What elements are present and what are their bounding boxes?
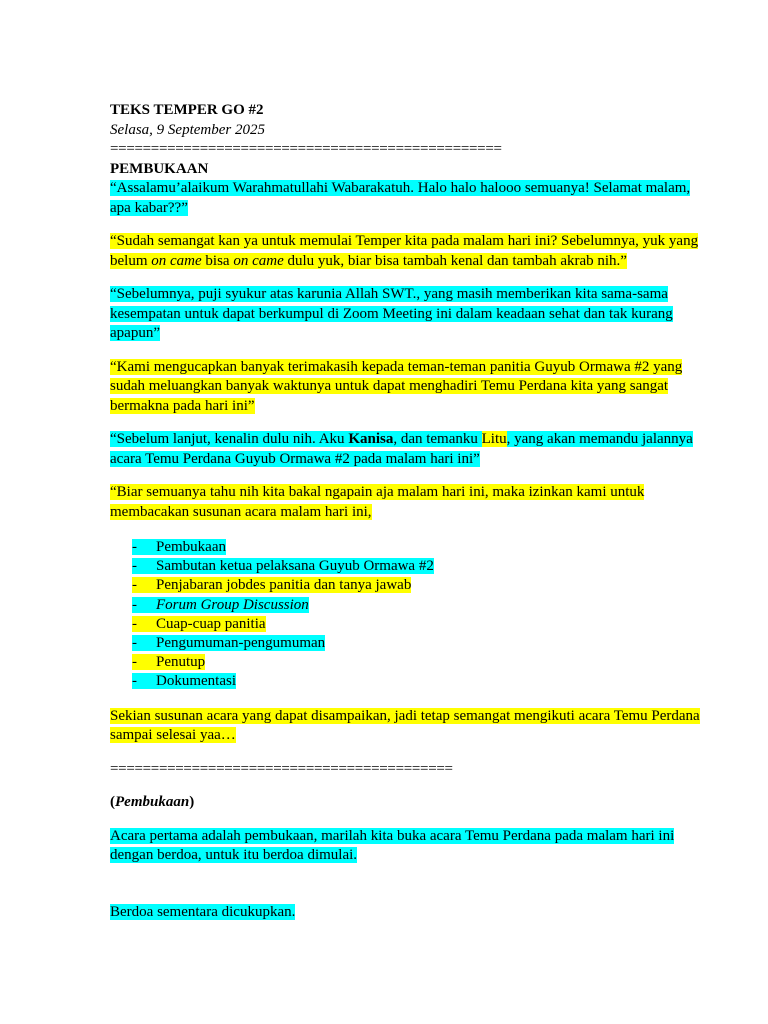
paragraph-thanks (110, 358, 700, 417)
section2-heading-text: Pembukaan (115, 794, 190, 811)
list-item-text: Penjabaran jobdes panitia dan tanya jawab (156, 577, 412, 594)
list-item-text: Penutup (156, 654, 206, 671)
list-dash: - (132, 673, 137, 690)
intro-name-litu: Litu (481, 431, 507, 447)
on-cam-italic-1: on came (151, 252, 202, 269)
paragraph-prayer-start (110, 827, 700, 866)
paren-close: ) (189, 794, 195, 811)
on-cam-text-c: bisa (201, 252, 234, 269)
list-item (132, 538, 700, 557)
intro-text-a: “Sebelum lanjut, kenalin dulu nih. Aku (110, 431, 349, 447)
greeting-text: “Assalamu’alaikum Warahmatullahi Wabarakatuh. Halo halo halooo semuanya! Selamat malam, apa kabar??” (110, 180, 691, 216)
list-item-text: Forum Group Discussion (156, 596, 309, 613)
agenda-closing-text: Sekian susunan acara yang dapat disampaikan, jadi tetap semangat mengikuti acara Temu Perdana sampai selesai yaa… (110, 707, 700, 744)
list-item-text: Pengumuman-pengumuman (156, 635, 326, 652)
list-item-text: Dokumentasi (156, 673, 236, 690)
paragraph-agenda-intro (110, 483, 700, 522)
paragraph-introduction (110, 430, 700, 469)
paragraph-greeting (110, 179, 700, 218)
document-title: TEKS TEMPER GO #2 (110, 102, 264, 118)
paragraph-on-cam (110, 232, 700, 271)
agenda-intro-text: “Biar semuanya tahu nih kita bakal ngapain aja malam hari ini, maka izinkan kami untuk membacakan susunan acara malam hari ini, (110, 484, 645, 520)
on-cam-text-a: “Sudah semangat kan ya untuk memulai Temper kita pada malam hari ini? Sebelumnya, yuk yang belum (110, 233, 699, 269)
spacer (110, 866, 700, 903)
list-dash: - (132, 635, 137, 652)
list-item-text: Sambutan ketua pelaksana Guyub Ormawa #2 (156, 558, 434, 575)
list-item (132, 596, 700, 615)
intro-name-kanisa: Kanisa (348, 431, 394, 447)
list-dash: - (132, 654, 137, 671)
list-item-text: Cuap-cuap panitia (156, 615, 266, 632)
list-item (132, 557, 700, 576)
on-cam-text (110, 233, 698, 269)
on-cam-italic-2: on came (233, 252, 284, 269)
agenda-list (110, 538, 700, 692)
document-body (110, 101, 700, 936)
paren-open: ( (110, 794, 115, 811)
document-date: Selasa, 9 September 2025 (110, 121, 265, 138)
on-cam-text-e: dulu yuk, biar bisa tambah kenal dan tambah akrab nih.” (283, 252, 627, 269)
list-item (132, 615, 700, 634)
paragraph-prayer-end (110, 903, 700, 923)
list-item-text: Pembukaan (156, 539, 226, 555)
prayer-end-text: Berdoa sementara dicukupkan. (110, 903, 296, 920)
list-dash: - (132, 615, 137, 632)
section-heading-pembukaan-2 (110, 793, 700, 813)
list-item (132, 634, 700, 653)
gratitude-text: “Sebelumnya, puji syukur atas karunia Allah SWT., yang masih memberikan kita sama-sama kesempatan untuk dapat berkumpul di Zoom Meeting ini dalam keadaan sehat dan tak kurang apapun” (110, 286, 673, 341)
header-rule: ================================================ (110, 141, 502, 157)
list-dash: - (132, 539, 137, 555)
list-item (132, 653, 700, 672)
list-dash: - (132, 558, 137, 575)
paragraph-agenda-closing (110, 707, 700, 746)
list-item (132, 672, 700, 691)
section-heading-pembukaan: PEMBUKAAN (110, 160, 209, 177)
paragraph-gratitude (110, 285, 700, 344)
section-divider: ========================================== (110, 760, 453, 777)
intro-text-e: , yang akan memandu jalannya acara Temu Perdana Guyub Ormawa #2 pada malam hari ini” (110, 431, 693, 467)
list-dash: - (132, 577, 137, 594)
prayer-start-text: Acara pertama adalah pembukaan, marilah kita buka acara Temu Perdana pada malam hari ini dengan berdoa, untuk itu berdoa dimulai. (110, 827, 675, 864)
list-dash: - (132, 596, 137, 613)
thanks-text: “Kami mengucapkan banyak terimakasih kepada teman-teman panitia Guyub Ormawa #2 yang sudah meluangkan banyak waktunya untuk dapat menghadiri Temu Perdana kita yang sangat bermakna pada hari ini” (110, 358, 683, 414)
list-item (132, 576, 700, 595)
intro-text-c: , dan temanku (393, 431, 482, 447)
